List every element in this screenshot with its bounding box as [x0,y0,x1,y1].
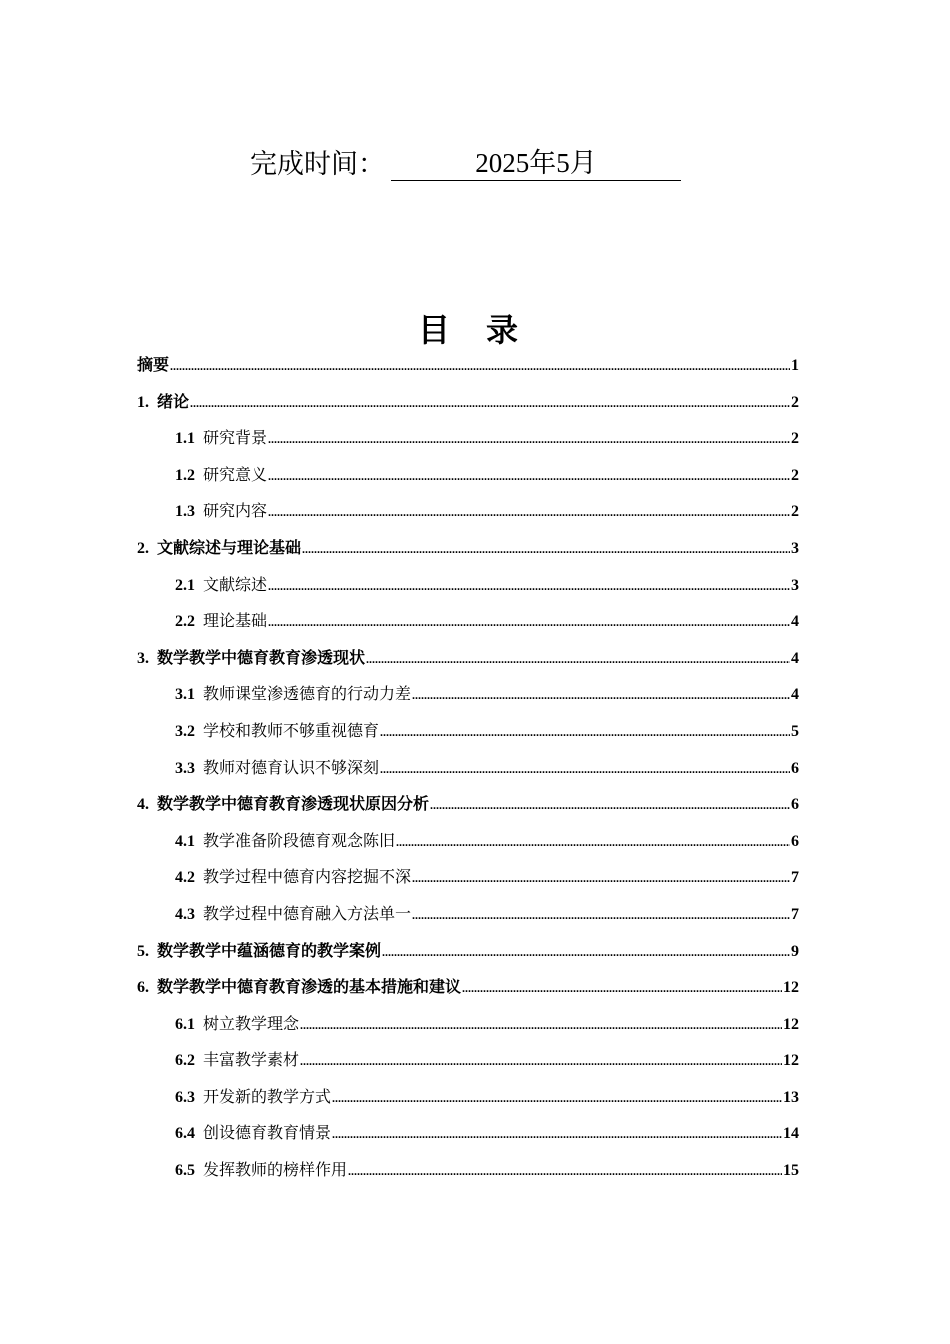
toc-entry-title: 教学准备阶段德育观念陈旧 [203,832,396,850]
toc-entry-title: 树立教学理念 [203,1015,300,1033]
toc-leader-dots [190,394,790,412]
toc-leader-dots [268,613,790,631]
toc-entry-number: 3. [137,649,149,667]
toc-entry[interactable] [137,1120,799,1157]
toc-leader-dots [332,1125,782,1143]
toc-leader-dots [380,723,790,741]
toc-entry[interactable] [137,791,799,828]
toc-entry-page: 12 [783,1052,799,1070]
toc-entry[interactable] [137,681,799,718]
toc-entry-number: 2.2 [175,613,195,631]
toc-entry-title: 文献综述与理论基础 [157,539,302,557]
toc-entry-title: 文献综述 [203,576,268,594]
toc-entry-page: 13 [783,1088,799,1106]
toc-entry[interactable] [137,608,799,645]
toc-entry-title: 研究意义 [203,466,268,484]
toc-entry-title: 学校和教师不够重视德育 [203,722,380,740]
completion-label: 完成时间： [250,149,385,179]
toc-entry-number: 6.2 [175,1052,195,1070]
toc-entry-number: 3.1 [175,686,195,704]
toc-leader-dots [396,833,790,851]
toc-entry-page: 6 [791,796,799,814]
toc-entry-title: 教师课堂渗透德育的行动力差 [203,686,412,704]
toc-entry-page: 4 [791,686,799,704]
toc-entry-page: 7 [791,869,799,887]
toc-entry-title: 数学教学中德育教育渗透现状原因分析 [157,796,430,814]
toc-entry-title: 创设德育教育情景 [203,1125,332,1143]
toc-entry-page: 1 [791,357,799,374]
toc-entry-number: 6. [137,979,149,997]
table-of-contents [137,352,799,1194]
toc-entry-title: 研究背景 [203,430,268,448]
toc-entry[interactable] [137,1011,799,1048]
toc-entry-page: 2 [791,466,799,484]
toc-entry-page: 5 [791,722,799,740]
toc-leader-dots [412,906,790,924]
toc-entry-title: 理论基础 [203,613,268,631]
toc-leader-dots [462,979,782,997]
toc-entry-title: 研究内容 [203,503,268,521]
toc-leader-dots [348,1162,782,1180]
toc-entry-number: 6.5 [175,1162,195,1180]
toc-entry[interactable] [137,718,799,755]
toc-leader-dots [268,467,790,485]
toc-entry-number: 1.3 [175,503,195,521]
toc-entry-number: 3.2 [175,722,195,740]
toc-leader-dots [382,943,790,961]
toc-entry[interactable] [137,901,799,938]
toc-entry-number: 4.1 [175,832,195,850]
toc-entry-number: 1.2 [175,466,195,484]
toc-title: 目 录 [417,312,532,348]
toc-entry-title: 教师对德育认识不够深刻 [203,759,380,777]
toc-entry[interactable] [137,938,799,975]
toc-entry-page: 6 [791,759,799,777]
toc-leader-dots [380,760,790,778]
toc-leader-dots [332,1089,782,1107]
toc-entry-number: 6.1 [175,1015,195,1033]
toc-entry[interactable] [137,645,799,682]
toc-leader-dots [300,1052,782,1070]
toc-entry[interactable] [137,425,799,462]
toc-leader-dots [268,503,790,521]
toc-entry-page: 2 [791,503,799,521]
toc-leader-dots [268,430,790,448]
toc-entry-title: 丰富教学素材 [203,1052,300,1070]
toc-entry[interactable] [137,1047,799,1084]
toc-entry-page: 14 [783,1125,799,1143]
toc-leader-dots [366,650,790,668]
toc-entry[interactable] [137,535,799,572]
toc-entry[interactable] [137,974,799,1011]
toc-entry[interactable] [137,572,799,609]
toc-entry-title: 绪论 [157,393,190,411]
toc-entry-page: 4 [791,649,799,667]
toc-entry[interactable] [137,828,799,865]
toc-entry-number: 3.3 [175,759,195,777]
toc-entry-number: 4.3 [175,905,195,923]
toc-entry-number: 6.3 [175,1088,195,1106]
toc-entry-number: 2. [137,539,149,557]
toc-entry-number: 1.1 [175,430,195,448]
toc-entry-page: 6 [791,832,799,850]
toc-leader-dots [412,869,790,887]
toc-entry-number: 6.4 [175,1125,195,1143]
toc-entry-page: 2 [791,430,799,448]
toc-entry-title: 数学教学中蕴涵德育的教学案例 [157,942,382,960]
toc-entry-title: 数学教学中德育教育渗透现状 [157,649,366,667]
toc-entry-title: 数学教学中德育教育渗透的基本措施和建议 [157,979,462,997]
toc-entry-page: 4 [791,613,799,631]
toc-entry-page: 9 [791,942,799,960]
toc-leader-dots [268,577,790,595]
toc-entry-title: 摘要 [137,357,170,374]
toc-entry-title: 发挥教师的榜样作用 [203,1162,348,1180]
toc-entry[interactable] [137,462,799,499]
toc-entry-page: 15 [783,1162,799,1180]
toc-entry-page: 7 [791,905,799,923]
toc-entry-number: 4. [137,796,149,814]
toc-entry[interactable] [137,498,799,535]
toc-leader-dots [430,796,790,814]
completion-value: 2025年5月 [391,146,681,181]
toc-entry-title: 教学过程中德育融入方法单一 [203,905,412,923]
toc-entry[interactable] [137,352,799,389]
toc-entry[interactable] [137,755,799,792]
toc-entry-title: 教学过程中德育内容挖掘不深 [203,869,412,887]
toc-entry-page: 3 [791,576,799,594]
toc-entry-page: 3 [791,539,799,557]
toc-entry-number: 5. [137,942,149,960]
toc-leader-dots [300,1016,782,1034]
toc-entry-page: 2 [791,393,799,411]
completion-date [250,142,681,181]
toc-entry-page: 12 [783,1015,799,1033]
toc-entry[interactable] [137,1157,799,1194]
toc-entry[interactable] [137,1084,799,1121]
toc-leader-dots [302,540,790,558]
toc-entry-page: 12 [783,979,799,997]
toc-entry[interactable] [137,389,799,426]
toc-entry[interactable] [137,864,799,901]
toc-entry-number: 2.1 [175,576,195,594]
toc-entry-number: 1. [137,393,149,411]
toc-entry-number: 4.2 [175,869,195,887]
toc-leader-dots [170,357,790,375]
toc-entry-title: 开发新的教学方式 [203,1088,332,1106]
toc-leader-dots [412,686,790,704]
